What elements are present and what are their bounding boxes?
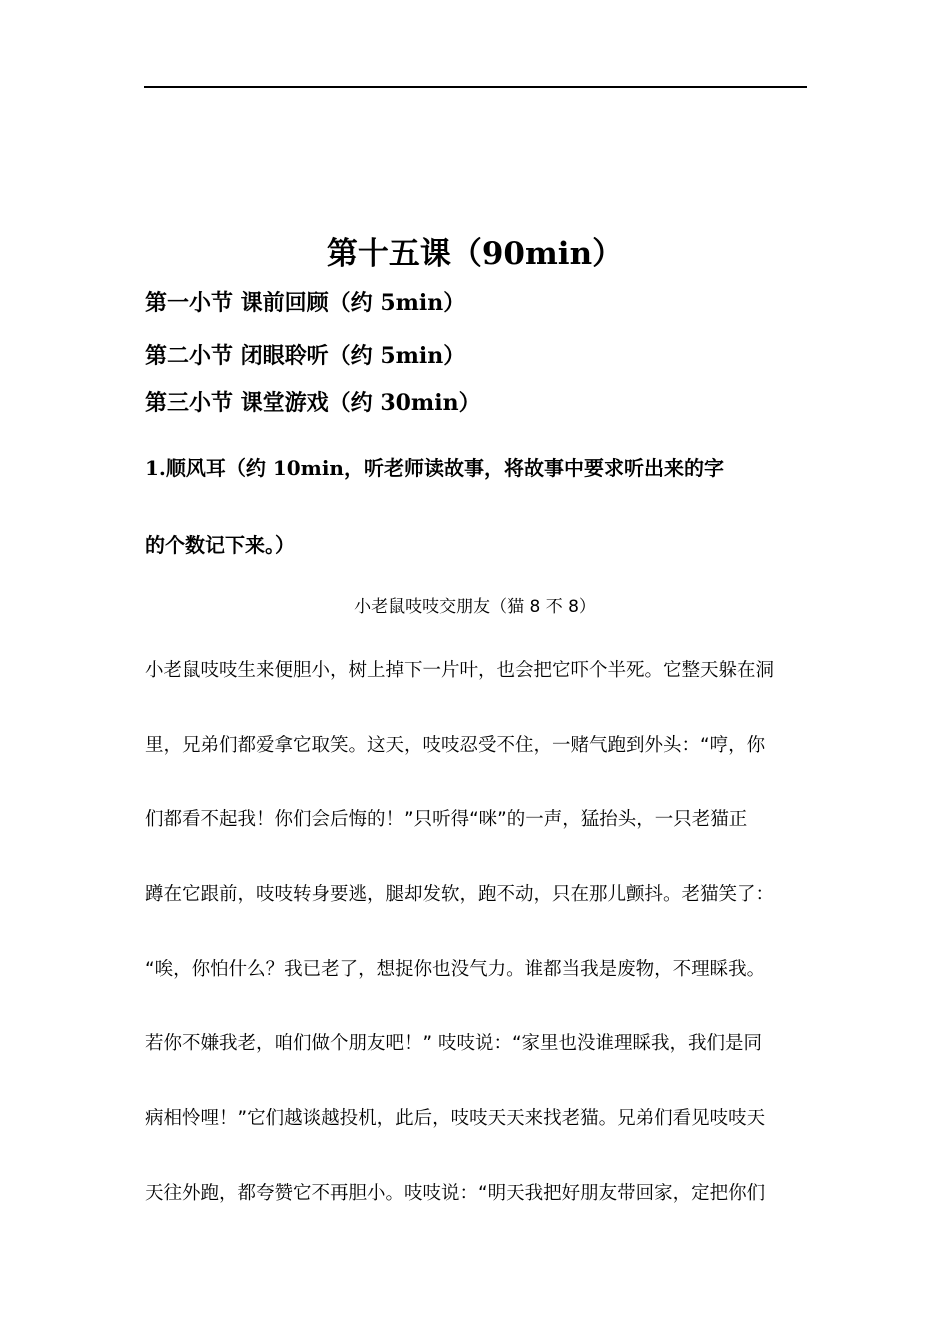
story-line: 小老鼠吱吱生来便胆小，树上掉下一片叶，也会把它吓个半死。它整天躲在洞 (145, 660, 775, 681)
story-line: 里，兄弟们都爱拿它取笑。这天，吱吱忍受不住，一赌气跑到外头：“哼，你 (145, 735, 766, 756)
section-heading-2: 第二小节 闭眼聆听（约 5min） (145, 343, 466, 369)
story-line: 们都看不起我！你们会后悔的！”只听得“咪”的一声，猛抬头，一只老猫正 (145, 809, 748, 830)
activity-instruction-line-1: 1.顺风耳（约 10min，听老师读故事，将故事中要求听出来的字 (145, 456, 724, 480)
story-line: 病相怜哩！”它们越谈越投机，此后，吱吱天天来找老猫。兄弟们看见吱吱天 (145, 1108, 766, 1129)
story-line: 蹲在它跟前，吱吱转身要逃，腿却发软，跑不动，只在那儿颤抖。老猫笑了： (145, 884, 775, 905)
section-heading-1: 第一小节 课前回顾（约 5min） (145, 290, 466, 316)
activity-instruction-line-2: 的个数记下来。） (145, 533, 295, 557)
section-heading-3: 第三小节 课堂游戏（约 30min） (145, 390, 481, 416)
story-title: 小老鼠吱吱交朋友（猫 8 不 8） (354, 597, 596, 617)
story-line: 若你不嫌我老，咱们做个朋友吧！” 吱吱说：“家里也没谁理睬我，我们是同 (145, 1033, 763, 1054)
story-line: 天往外跑，都夸赞它不再胆小。吱吱说：“明天我把好朋友带回家，定把你们 (145, 1183, 766, 1204)
lesson-title: 第十五课（90min） (326, 236, 624, 272)
story-line: “唉，你怕什么？我已老了，想捉你也没气力。谁都当我是废物，不理睬我。 (145, 959, 766, 980)
header-rule (144, 86, 807, 88)
